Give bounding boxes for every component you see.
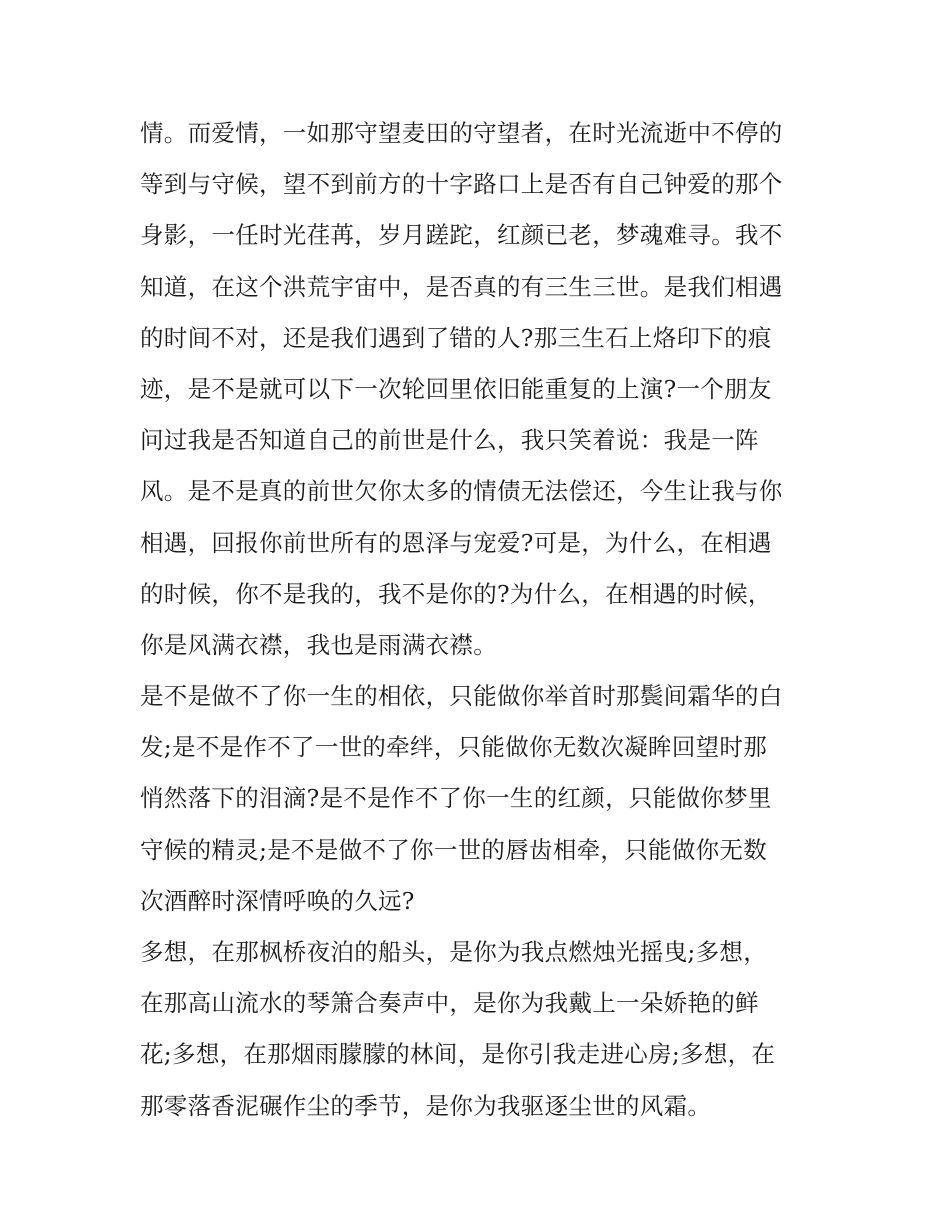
text-line: 相遇，回报你前世所有的恩泽与宠爱?可是，为什么，在相遇 (140, 528, 772, 557)
document-body (140, 108, 820, 1132)
text-line: 次酒醉时深情呼唤的久远? (140, 886, 415, 915)
text-line: 问过我是否知道自己的前世是什么，我只笑着说：我是一阵 (140, 426, 759, 455)
text-line: 身影，一任时光荏苒，岁月蹉跎，红颜已老，梦魂难寻。我不 (140, 221, 783, 250)
text-line: 风。是不是真的前世欠你太多的情债无法偿还，今生让我与你 (140, 477, 783, 506)
text-line: 那零落香泥碾作尘的季节，是你为我驱逐尘世的风霜。 (140, 1091, 712, 1120)
text-line: 知道，在这个洪荒宇宙中，是否真的有三生三世。是我们相遇 (140, 272, 783, 301)
text-line: 悄然落下的泪滴?是不是作不了你一生的红颜，只能做你梦里 (140, 784, 772, 813)
text-line: 发;是不是作不了一世的牵绊，只能做你无数次凝眸回望时那 (140, 733, 768, 762)
text-line: 迹，是不是就可以下一次轮回里依旧能重复的上演?一个朋友 (140, 374, 772, 403)
text-line: 在那高山流水的琴箫合奏声中，是你为我戴上一朵娇艳的鲜 (140, 989, 759, 1018)
text-line: 的时间不对，还是我们遇到了错的人?那三生石上烙印下的痕 (140, 323, 772, 352)
text-line: 是不是做不了你一生的相依，只能做你举首时那鬓间霜华的白 (140, 682, 783, 711)
text-line: 守候的精灵;是不是做不了你一世的唇齿相牵，只能做你无数 (140, 835, 768, 864)
text-line: 花;多想，在那烟雨朦朦的林间，是你引我走进心房;多想，在 (140, 1040, 776, 1069)
text-line: 等到与守候，望不到前方的十字路口上是否有自己钟爱的那个 (140, 170, 783, 199)
text-line: 多想，在那枫桥夜泊的船头，是你为我点燃烛光摇曳;多想， (140, 938, 768, 966)
text-line: 你是风满衣襟，我也是雨满衣襟。 (140, 630, 497, 659)
text-line: 的时候，你不是我的，我不是你的?为什么，在相遇的时候， (140, 579, 772, 608)
text-line: 情。而爱情，一如那守望麦田的守望者，在时光流逝中不停的 (140, 119, 783, 147)
